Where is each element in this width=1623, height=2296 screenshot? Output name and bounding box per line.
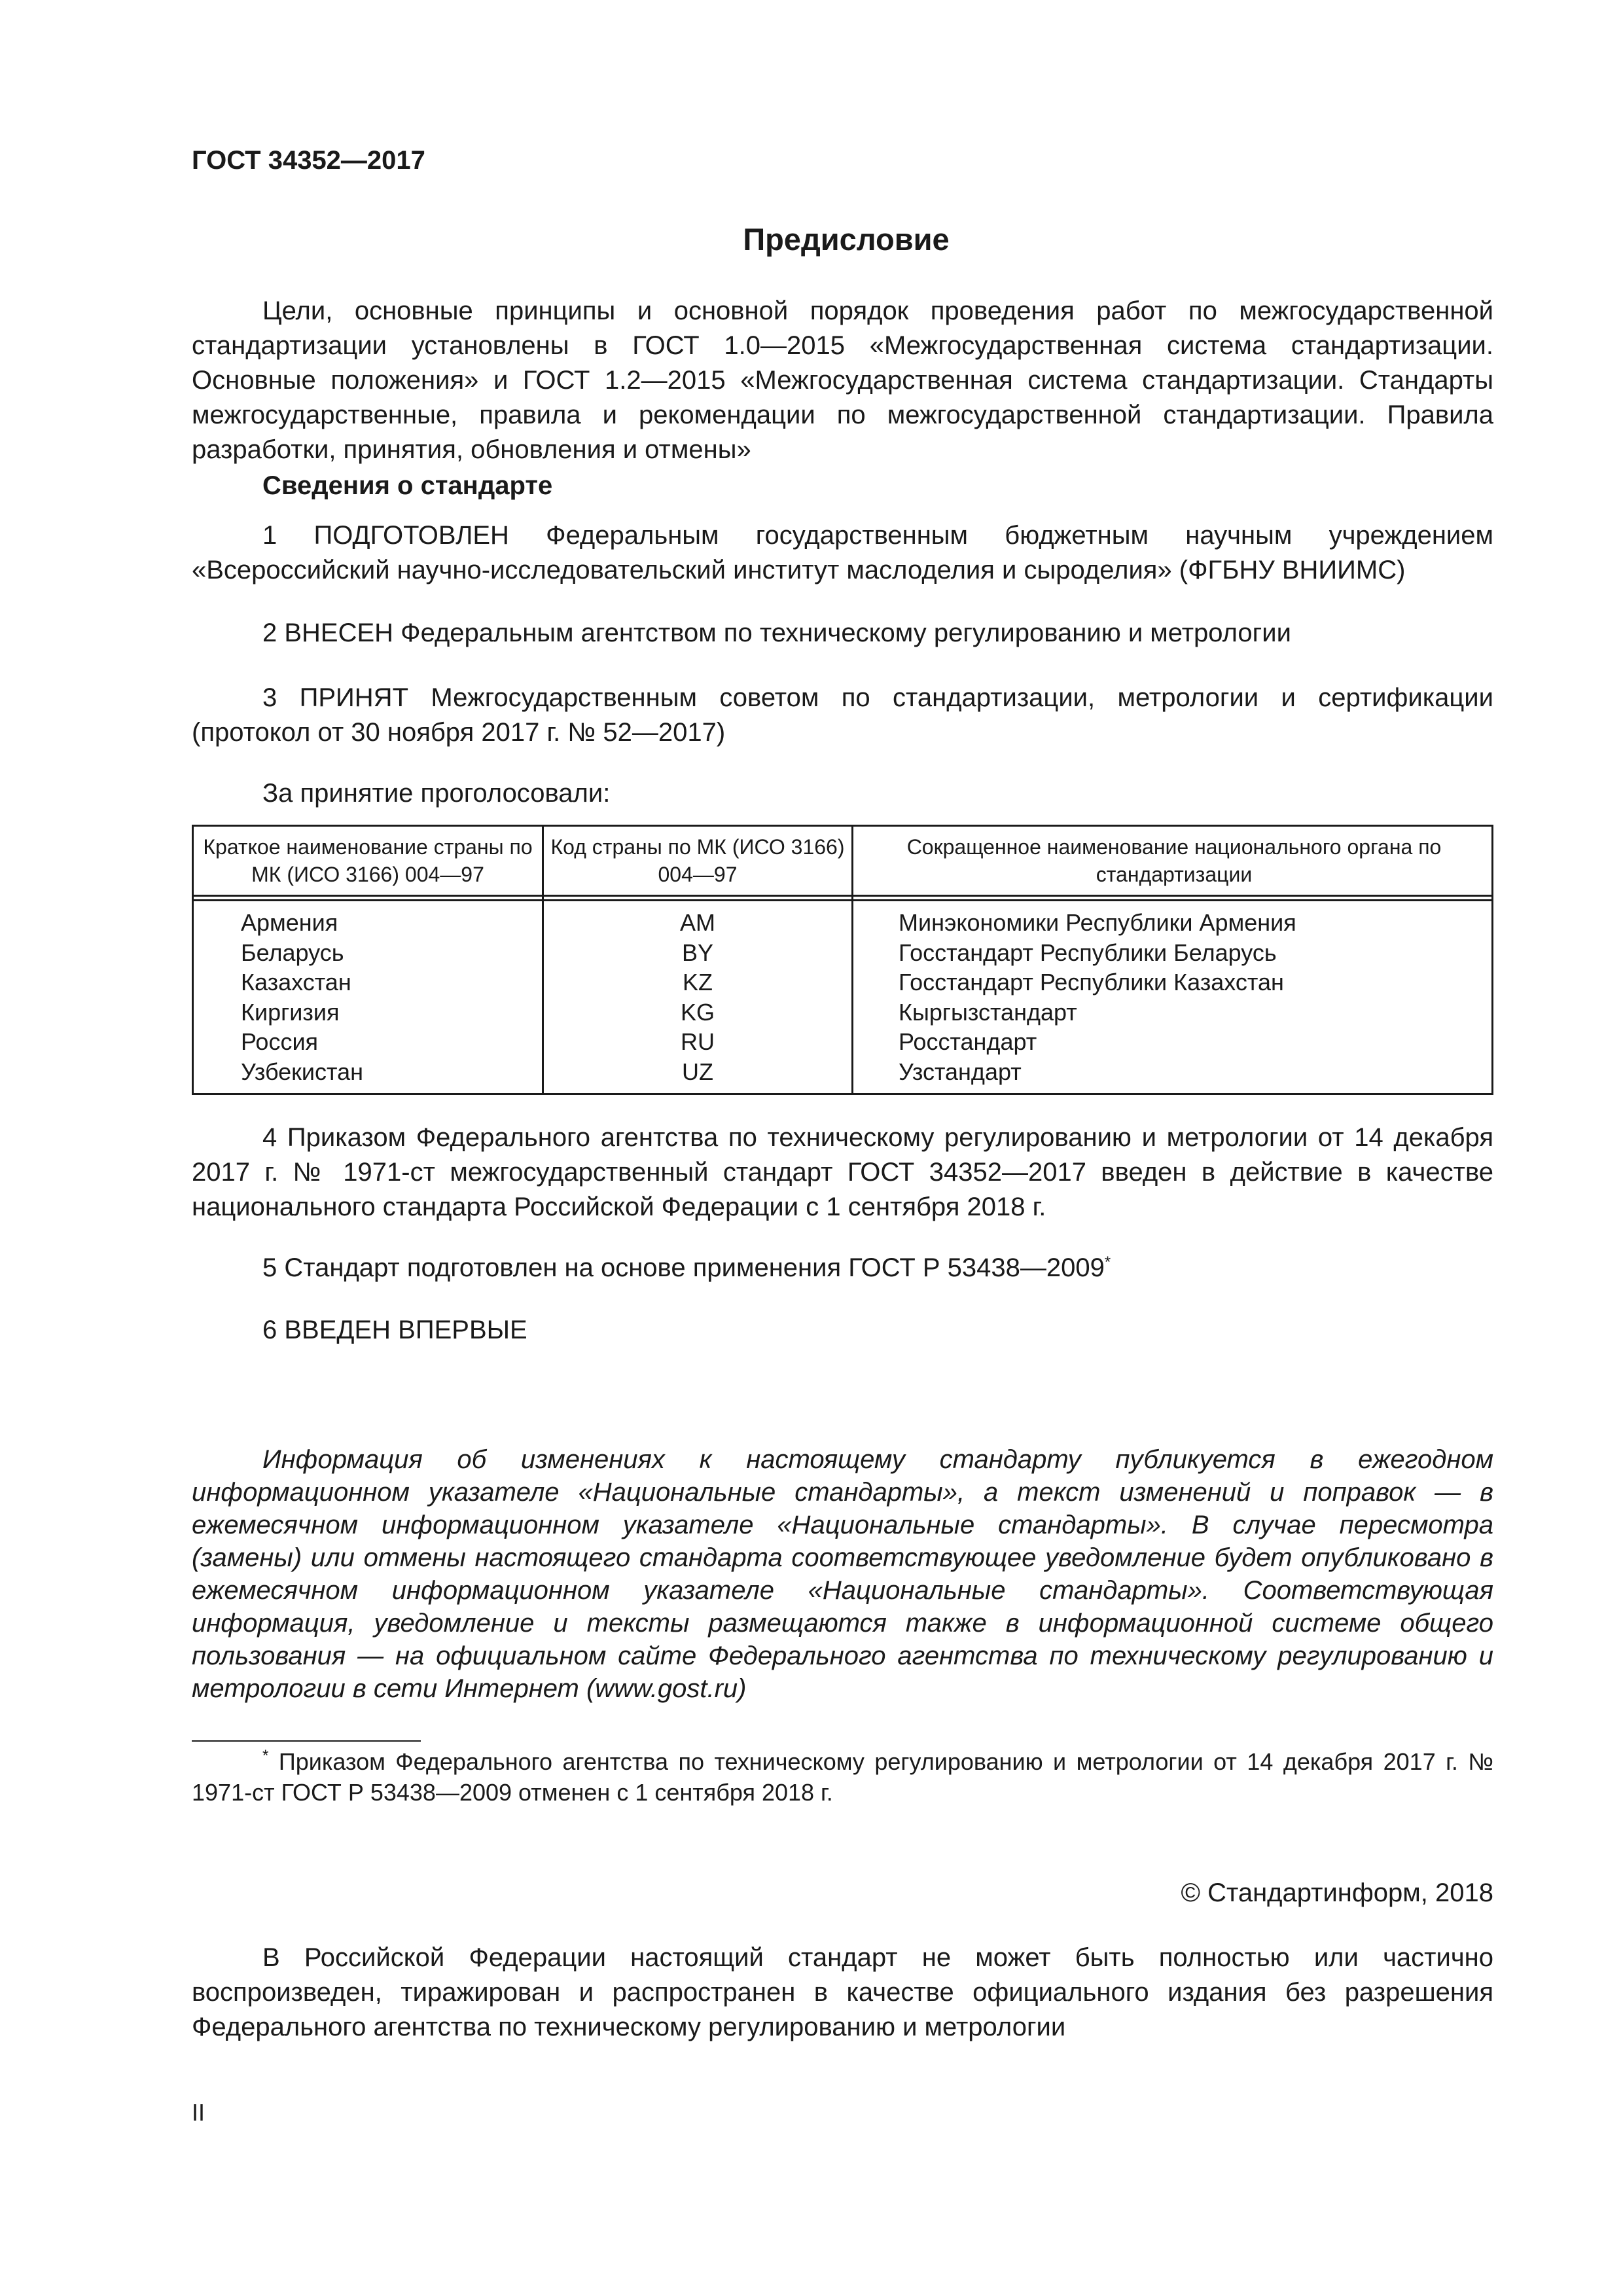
voting-table (192, 825, 1493, 1095)
table-header-country: Краткое наименование страны по МК (ИСО 3166) 004—97 (203, 835, 533, 886)
table-header-rule (194, 895, 1491, 897)
table-cell-code: UZ (682, 1058, 713, 1085)
country-column (241, 908, 363, 1086)
table-cell-body: Госстандарт Республики Беларусь (899, 939, 1277, 966)
copyright-notice: © Стандартинформ, 2018 (1181, 1878, 1493, 1907)
page-title: Предисловие (743, 222, 950, 257)
item-3-paragraph (192, 681, 1493, 750)
voted-label: За принятие проголосовали: (262, 779, 611, 808)
table-cell-country: Киргизия (241, 998, 340, 1026)
table-cell-country: Армения (241, 909, 338, 936)
item-1-paragraph (192, 518, 1493, 588)
footnote-marker: * (1104, 1253, 1111, 1271)
legal-notice (192, 1941, 1493, 2045)
table-cell-code: KZ (682, 969, 713, 996)
table-cell-body: Минэкономики Республики Армения (899, 909, 1296, 936)
item-6-text: 6 ВВЕДЕН ВПЕРВЫЕ (262, 1316, 527, 1344)
item-5-line (262, 1253, 1111, 1283)
table-cell-body: Узстандарт (899, 1058, 1022, 1085)
body-column (899, 908, 1296, 1086)
item-1-text: 1 ПОДГОТОВЛЕН Федеральным государственным бюджетным научным учреждением «Всероссийский научно-исследовательский институт маслоделия и сыроделия» (ФГБНУ ВНИИМС) (192, 521, 1493, 584)
table-header-body: Сокращенное наименование национального органа по стандартизации (906, 835, 1442, 886)
info-heading: Сведения о стандарте (262, 471, 553, 500)
table-cell-body: Росстандарт (899, 1028, 1037, 1055)
table-cell-body: Госстандарт Республики Казахстан (899, 969, 1284, 996)
table-cell-country: Казахстан (241, 969, 351, 996)
table-cell-country: Россия (241, 1028, 319, 1055)
document-code: ГОСТ 34352—2017 (192, 146, 425, 175)
page-number: II (192, 2099, 205, 2126)
table-header-rule-double (194, 899, 1491, 901)
footnote-divider (192, 1740, 421, 1742)
table-cell-code: AM (680, 909, 715, 936)
item-4-paragraph (192, 1121, 1493, 1225)
table-cell-code: BY (681, 939, 714, 966)
intro-paragraph (192, 294, 1493, 467)
footnote-mark: * (262, 1747, 269, 1765)
table-cell-code: KG (680, 998, 715, 1026)
changes-info-paragraph (192, 1443, 1493, 1705)
code-column (544, 908, 851, 1086)
footnote (192, 1746, 1493, 1808)
item-4-text: 4 Приказом Федерального агентства по техническому регулированию и метрологии от 14 декабря 2017 г. № 1971-ст межгосударственный стандарт ГОСТ 34352—2017 введен в действие в качестве национального стандарта Российской Федерации с 1 сентября 2018 г. (192, 1123, 1493, 1221)
intro-text: Цели, основные принципы и основной порядок проведения работ по межгосударственной стандартизации установлены в ГОСТ 1.0—2015 «Межгосударственная система стандартизации. Основные положения» и ГОСТ 1.2—2015 «Межгосударственная система стандартизации. Стандарты межгосударственные, правила и рекомендации по межгосударственной стандартизации. Правила разработки, принятия, обновления и отмены» (192, 296, 1493, 464)
legal-notice-text: В Российской Федерации настоящий стандарт не может быть полностью или частично воспроизведен, тиражирован и распространен в качестве официального издания без разрешения Федерального агентства по техническому регулированию и метрологии (192, 1943, 1493, 2041)
table-cell-code: RU (681, 1028, 715, 1055)
table-header-code: Код страны по МК (ИСО 3166) 004—97 (550, 835, 845, 886)
item-3-text: 3 ПРИНЯТ Межгосударственным советом по стандартизации, метрологии и сертификации (протокол от 30 ноября 2017 г. № 52—2017) (192, 683, 1493, 747)
changes-info-text: Информация об изменениях к настоящему стандарту публикуется в ежегодном информационном указателе «Национальные стандарты», а текст изменений и поправок — в ежемесячном информационном указателе «Национальные стандарты». В случае пересмотра (замены) или отмены настоящего стандарта соответствующее уведомление будет опубликовано в ежемесячном информационном указателе «Национальные стандарты». Соответствующая информация, уведомление и тексты размещаются также в информационной системе общего пользования — на официальном сайте Федерального агентства по техническому регулированию и метрологии в сети Интернет (www.gost.ru) (192, 1445, 1493, 1703)
item-2-text: 2 ВНЕСЕН Федеральным агентством по техническому регулированию и метрологии (262, 619, 1291, 647)
table-cell-country: Узбекистан (241, 1058, 364, 1085)
table-cell-country: Беларусь (241, 939, 344, 966)
item-5-text: 5 Стандарт подготовлен на основе применения ГОСТ Р 53438—2009 (262, 1253, 1105, 1282)
footnote-text: Приказом Федерального агентства по техническому регулированию и метрологии от 14 декабря 2017 г. № 1971-ст ГОСТ Р 53438—2009 отменен с 1 сентября 2018 г. (192, 1748, 1493, 1806)
table-cell-body: Кыргызстандарт (899, 998, 1077, 1026)
